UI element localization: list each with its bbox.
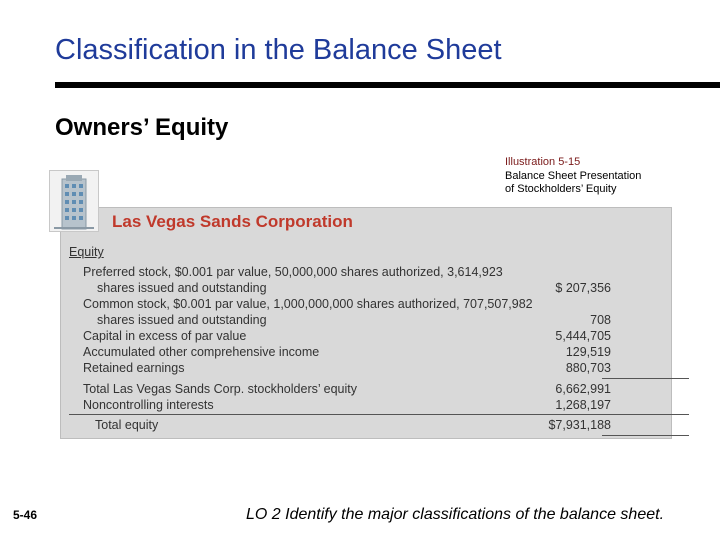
row-label: Total equity [95,418,159,432]
subtotal-rule [602,378,689,379]
equity-statement: Equity Preferred stock, $0.001 par value, 50,000,000 shares authorized, 3,614,923 shares issued and outstanding $ 207,356 Common stock, $0.001 par value, 1,000,000,000 shares authorized, 707,507,982 shares issued and outstanding 708 Capital in excess of par value 5,444,705 Accumulated other comprehensive income 129,519 Retained earnings 880,703 Total Las Vegas Sands Corp. stockholders’ equity 6,662,991 Noncontrolling interests 1,268,197 Total equity $7,931,188 [60,207,672,439]
caption-number: Illustration 5-15 [505,156,581,168]
row-label: shares issued and outstanding [97,281,267,295]
row-label: Accumulated other comprehensive income [83,345,320,359]
row-value: 880,703 [565,361,611,375]
illustration-caption [505,156,641,197]
row-label: Total Las Vegas Sands Corp. stockholders’ equity [83,382,357,396]
row-label: Retained earnings [83,361,185,375]
row-value: 5,444,705 [555,329,611,343]
slide-title: Classification in the Balance Sheet [55,34,502,66]
company-name: Las Vegas Sands Corporation [112,212,353,231]
section-heading: Owners’ Equity [55,114,229,141]
row-value: 708 [590,313,611,327]
row-label: Common stock, $0.001 par value, 1,000,000,000 shares authorized, 707,507,982 [83,297,533,311]
double-underline [602,435,689,436]
total-rule [69,414,689,415]
building-icon-graphic [50,171,98,231]
row-value: $7,931,188 [548,418,611,432]
learning-objective: LO 2 Identify the major classifications of the balance sheet. [246,506,665,523]
row-value: $ 207,356 [555,281,611,295]
row-label: Preferred stock, $0.001 par value, 50,000,000 shares authorized, 3,614,923 [83,265,503,279]
row-label: Capital in excess of par value [83,329,247,343]
title-rule [55,82,720,88]
row-value: 129,519 [565,345,611,359]
caption-line-1: Balance Sheet Presentation [505,169,642,182]
row-value: 6,662,991 [555,382,611,396]
slide-number: 5-46 [13,508,38,522]
row-value: 1,268,197 [555,398,611,412]
row-label: Noncontrolling interests [83,398,214,412]
caption-line-2: of Stockholders’ Equity [505,183,617,195]
row-label: shares issued and outstanding [97,313,267,327]
building-icon [49,170,99,232]
